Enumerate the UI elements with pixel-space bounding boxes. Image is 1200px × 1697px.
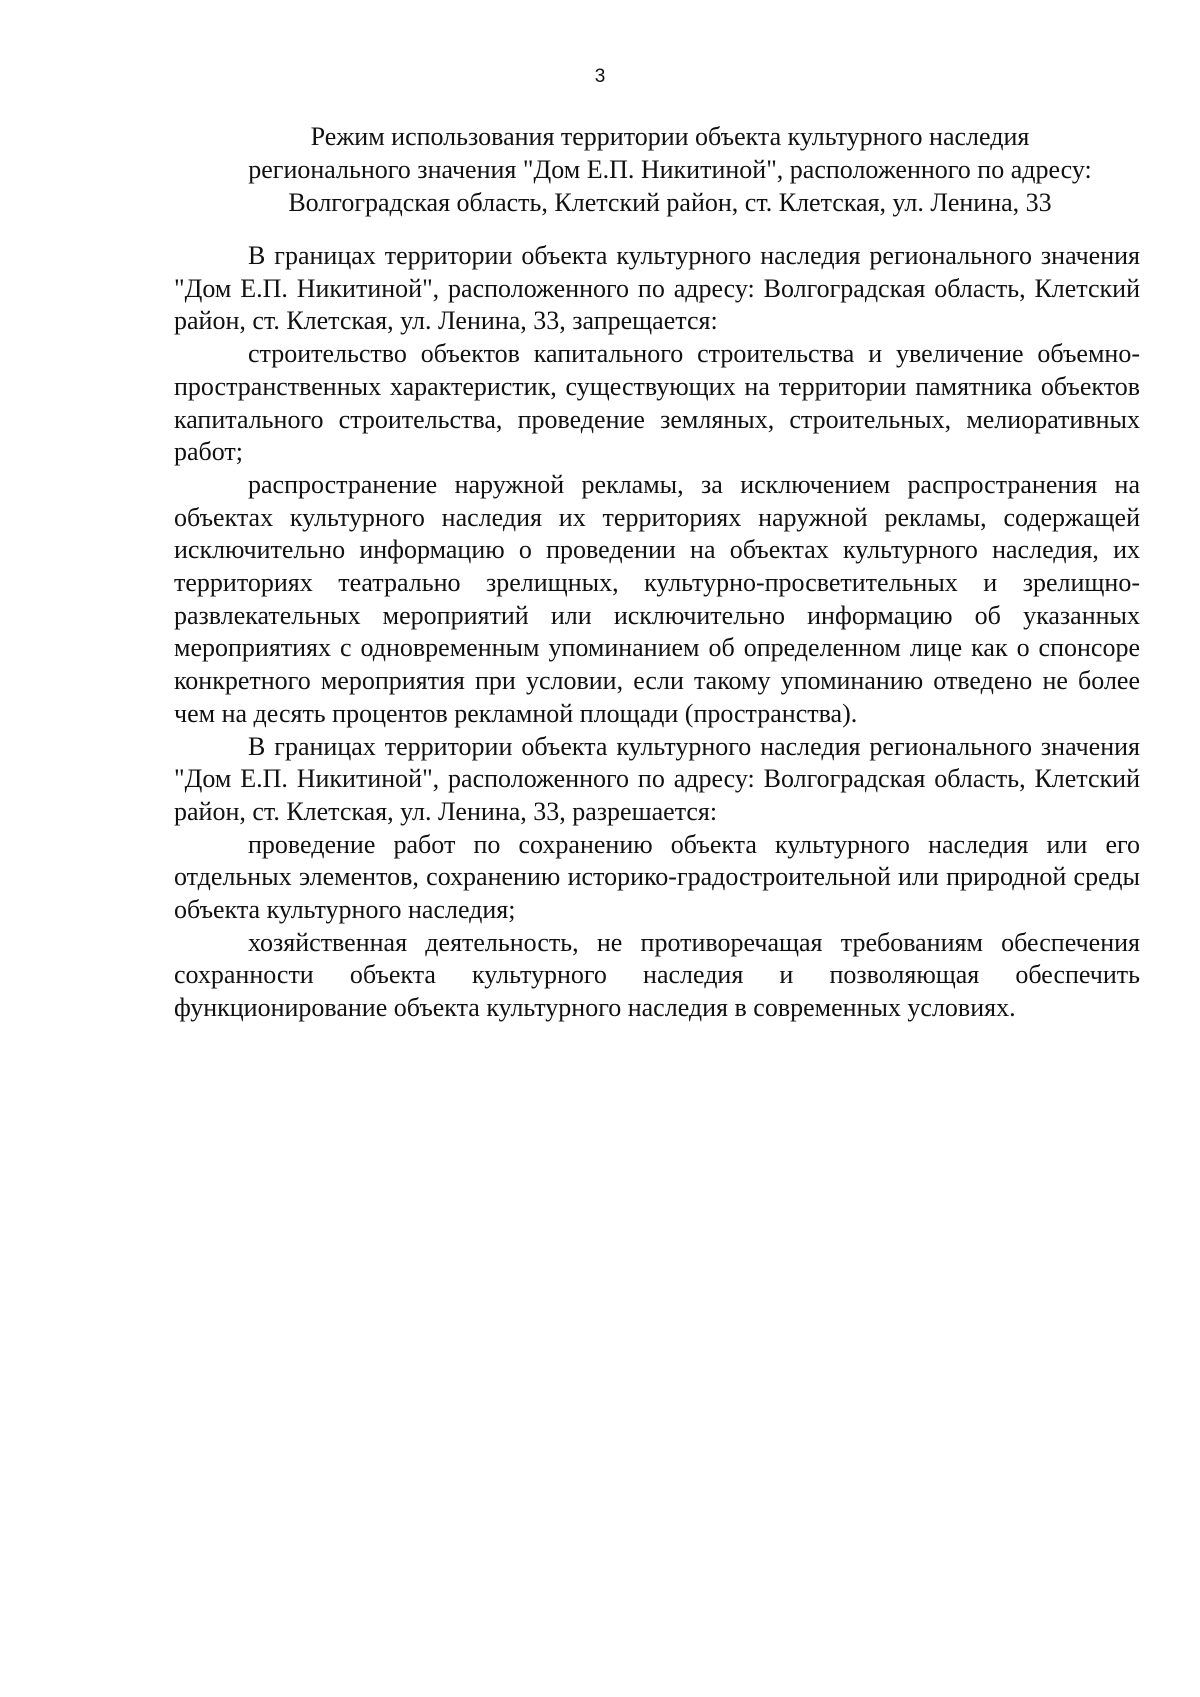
- paragraph-economic-activity: хозяйственная деятельность, не противоречащая требованиям обеспечения сохранности объекта культурного наследия и позволяющая обеспечить функционирование объекта культурного наследия в современных условиях.: [174, 927, 1140, 1023]
- paragraph-permitted-intro: В границах территории объекта культурного наследия регионального значения "Дом Е.П. Никитиной", расположенного по адресу: Волгоградская область, Клетский район, ст. Клетская, ул. Ленина, 33, разрешается:: [174, 731, 1140, 826]
- document-title: [170, 120, 1170, 219]
- title-line-2: регионального значения "Дом Е.П. Никитиной", расположенного по адресу:: [248, 155, 1092, 184]
- document-body: [174, 240, 1140, 1025]
- page-number: 3: [594, 66, 606, 87]
- paragraph-advertising: распространение наружной рекламы, за исключением распространения на объектах культурного наследия их территориях наружной рекламы, содержащей исключительно информацию о проведении на объектах культурного наследия, их территориях театрально зрелищных, культурно-просветительных и зрелищно-развлекательных мероприятий или исключительно информацию об указанных мероприятиях с одновременным упоминанием об определенном лице как о спонсоре конкретного мероприятия при условии, если такому упоминанию отведено не более чем на десять процентов рекламной площади (пространства).: [174, 469, 1140, 728]
- paragraph-prohibited-intro: В границах территории объекта культурного наследия регионального значения "Дом Е.П. Никитиной", расположенного по адресу: Волгоградская область, Клетский район, ст. Клетская, ул. Ленина, 33, запрещается:: [174, 241, 1140, 336]
- paragraph-construction: строительство объектов капитального строительства и увеличение объемно-пространственных характеристик, существующих на территории памятника объектов капитального строительства, проведение земляных, строительных, мелиоративных работ;: [174, 339, 1140, 467]
- title-line-3: Волгоградская область, Клетский район, ст. Клетская, ул. Ленина, 33: [288, 188, 1052, 217]
- title-line-1: Режим использования территории объекта культурного наследия: [310, 122, 1030, 151]
- paragraph-preservation-works: проведение работ по сохранению объекта культурного наследия или его отдельных элементов, сохранению историко-градостроительной или природной среды объекта культурного наследия;: [174, 829, 1140, 925]
